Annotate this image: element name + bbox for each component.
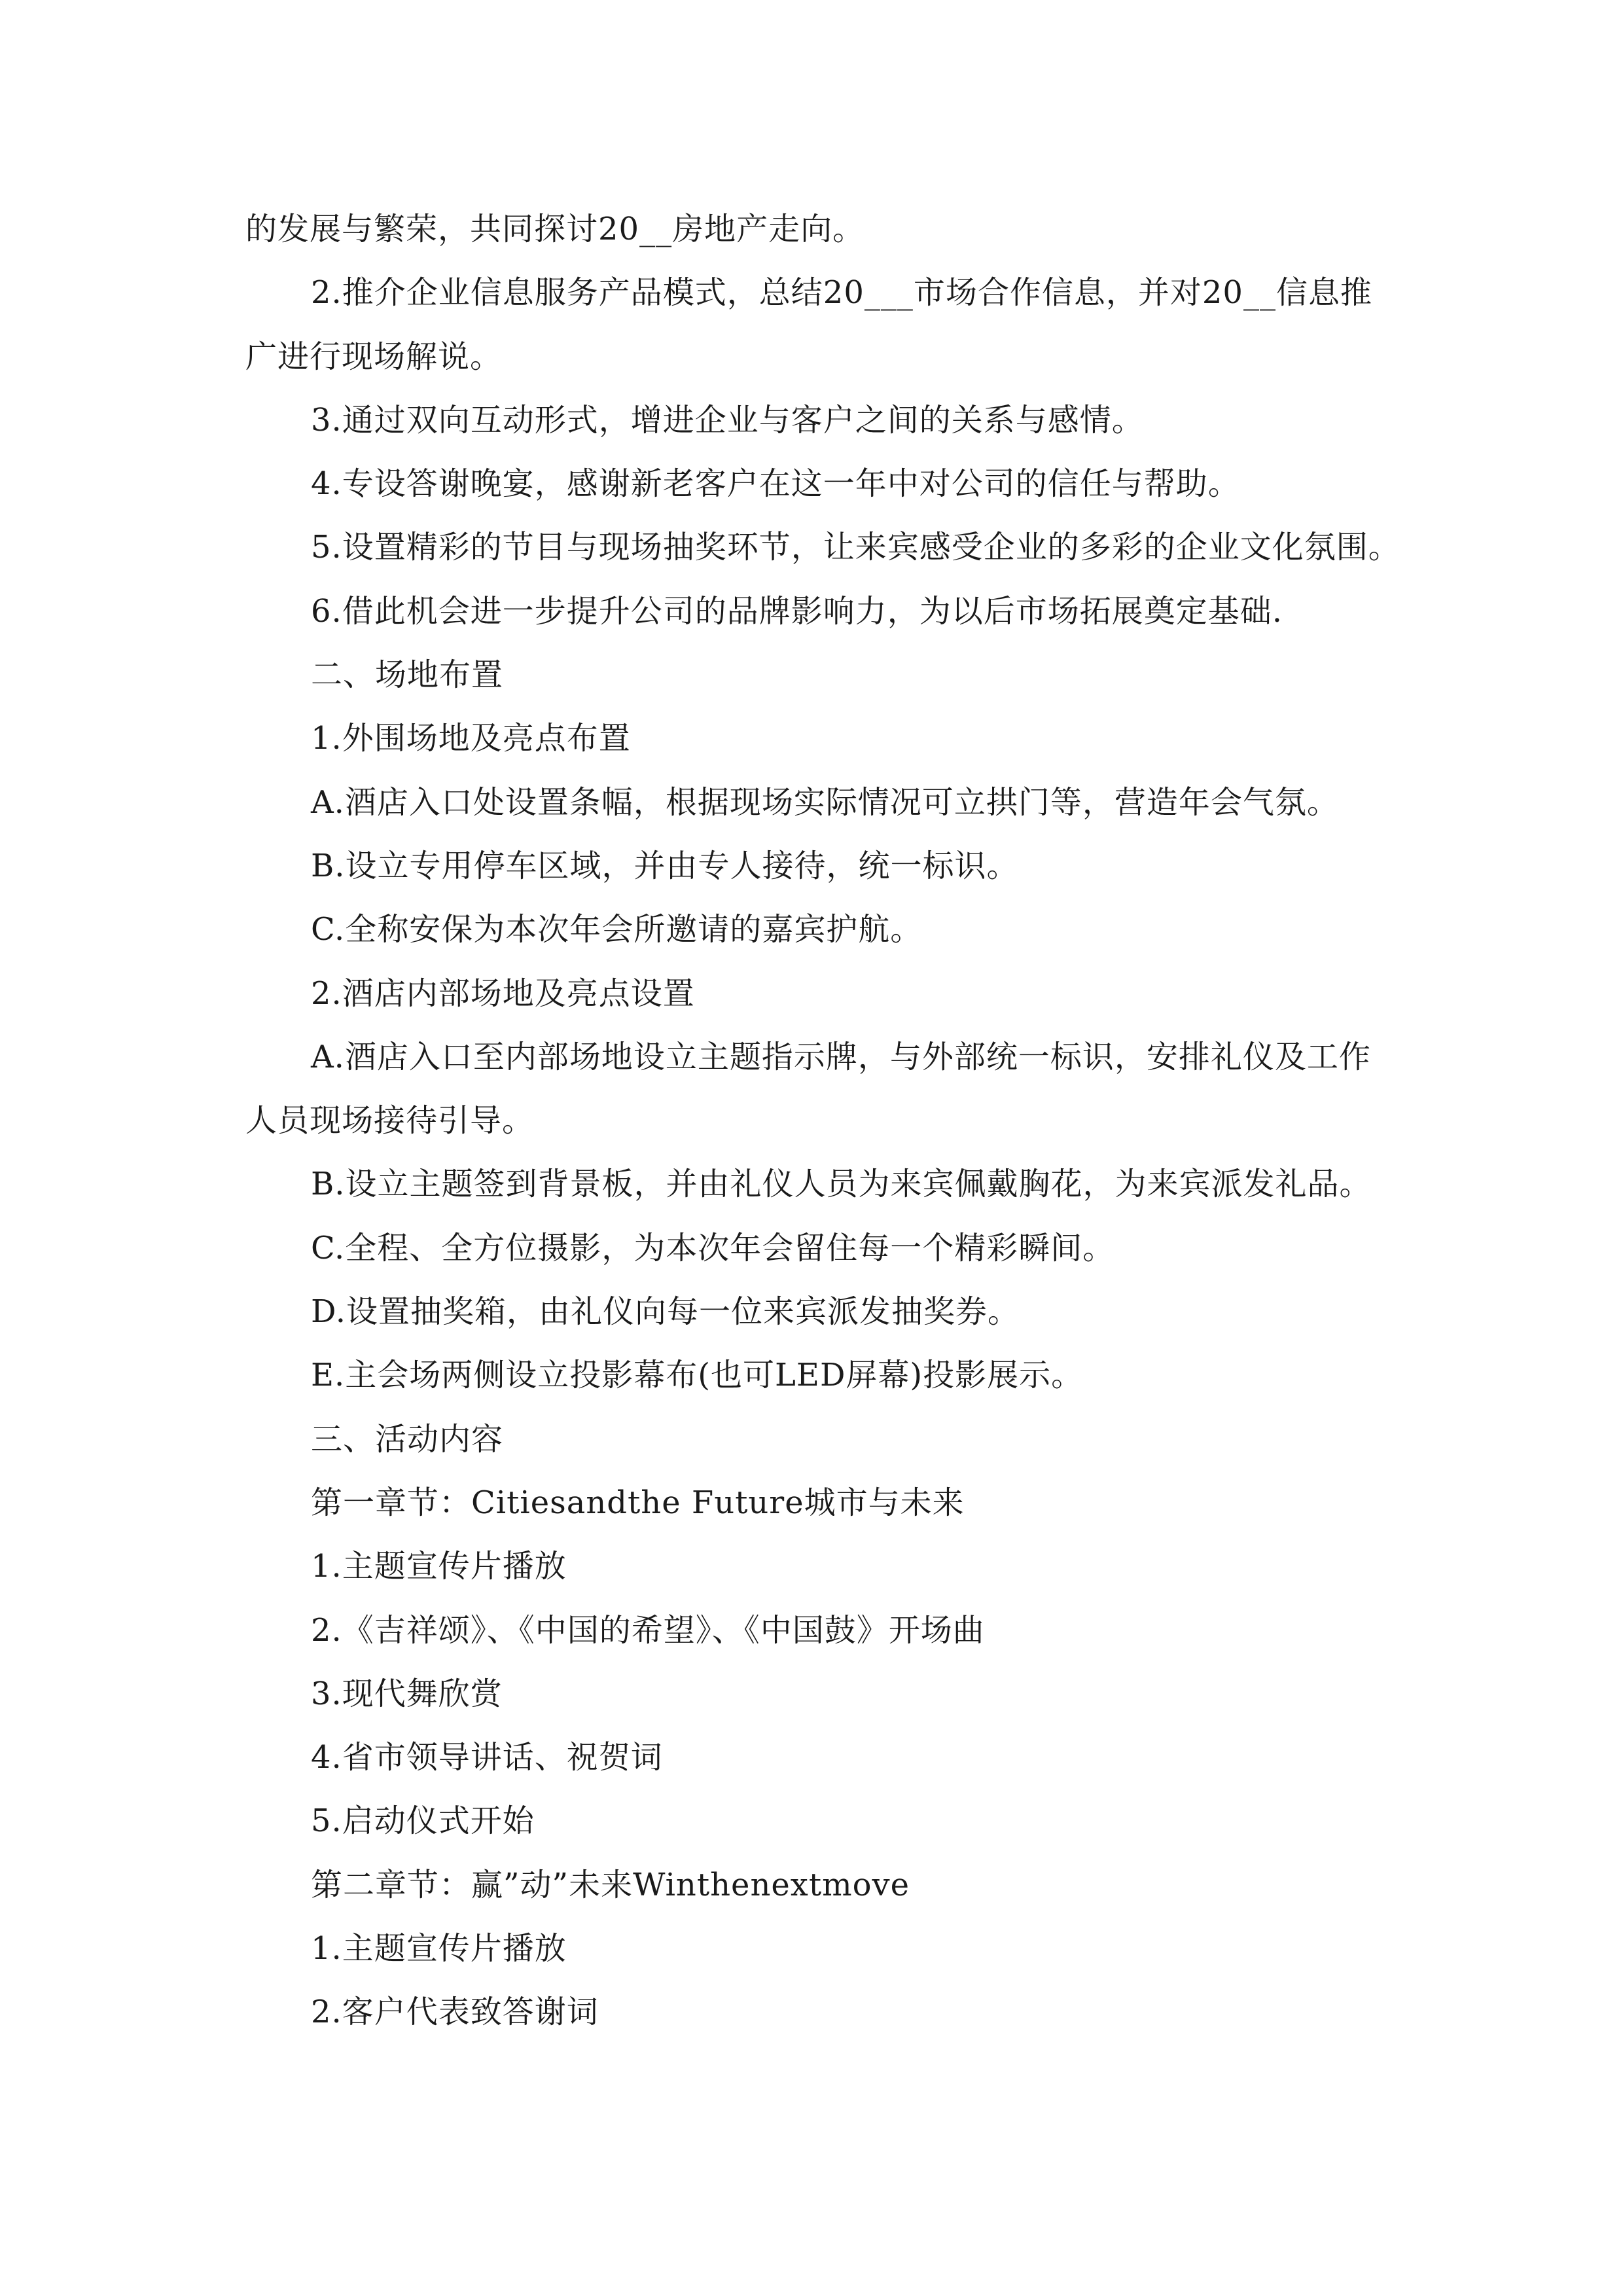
text-line: 4.专设答谢晚宴，感谢新老客户在这一年中对公司的信任与帮助。 [311,465,1240,503]
text-line: 广进行现场解说。 [245,338,503,375]
text-line: 2.推介企业信息服务产品模式，总结20___市场合作信息，并对20__信息推 [311,274,1372,312]
text-line: 1.主题宣传片播放 [311,1548,567,1585]
text-line: 3.现代舞欣赏 [311,1675,503,1712]
text-line: 二、场地布置 [311,656,504,694]
text-line: 5.设置精彩的节目与现场抽奖环节，让来宾感受企业的多彩的企业文化氛围。 [311,529,1400,566]
text-line: C.全称安保为本次年会所邀请的嘉宾护航。 [311,911,923,948]
text-line: A.酒店入口至内部场地设立主题指示牌，与外部统一标识，安排礼仪及工作 [311,1038,1371,1075]
text-line: 2.《吉祥颂》、《中国的希望》、《中国鼓》开场曲 [311,1611,985,1649]
text-line: D.设置抽奖箱，由礼仪向每一位来宾派发抽奖券。 [311,1293,1020,1331]
text-line: C.全程、全方位摄影，为本次年会留住每一个精彩瞬间。 [311,1229,1115,1266]
text-line: 三、活动内容 [311,1420,504,1458]
text-line: 2.客户代表致答谢词 [311,1994,599,2031]
text-line: 3.通过双向互动形式，增进企业与客户之间的关系与感情。 [311,401,1144,439]
text-line: B.设立主题签到背景板，并由礼仪人员为来宾佩戴胸花，为来宾派发礼品。 [311,1166,1372,1203]
text-line: 5.启动仪式开始 [311,1803,535,1840]
text-line: 6.借此机会进一步提升公司的品牌影响力，为以后市场拓展奠定基础. [311,592,1283,630]
text-line: 1.主题宣传片播放 [311,1930,567,1967]
text-line: A.酒店入口处设置条幅，根据现场实际情况可立拱门等，营造年会气氛。 [311,783,1339,821]
text-line: 人员现场接待引导。 [245,1102,535,1139]
text-line: 第一章节：Citiesandthe Future城市与未来 [311,1484,965,1521]
text-line: B.设立专用停车区域，并由专人接待，统一标识。 [311,847,1019,884]
text-line: 第二章节：赢”动”未来Winthenextmove [311,1866,910,1903]
text-line: 的发展与繁荣，共同探讨20__房地产走向。 [245,211,865,247]
text-line: E.主会场两侧设立投影幕布(也可LED屏幕)投影展示。 [311,1357,1084,1394]
text-line: 4.省市领导讲话、祝贺词 [311,1739,663,1776]
text-line: 2.酒店内部场地及亮点设置 [311,975,695,1012]
document-body [245,198,1400,2045]
text-line: 1.外围场地及亮点布置 [311,720,631,757]
